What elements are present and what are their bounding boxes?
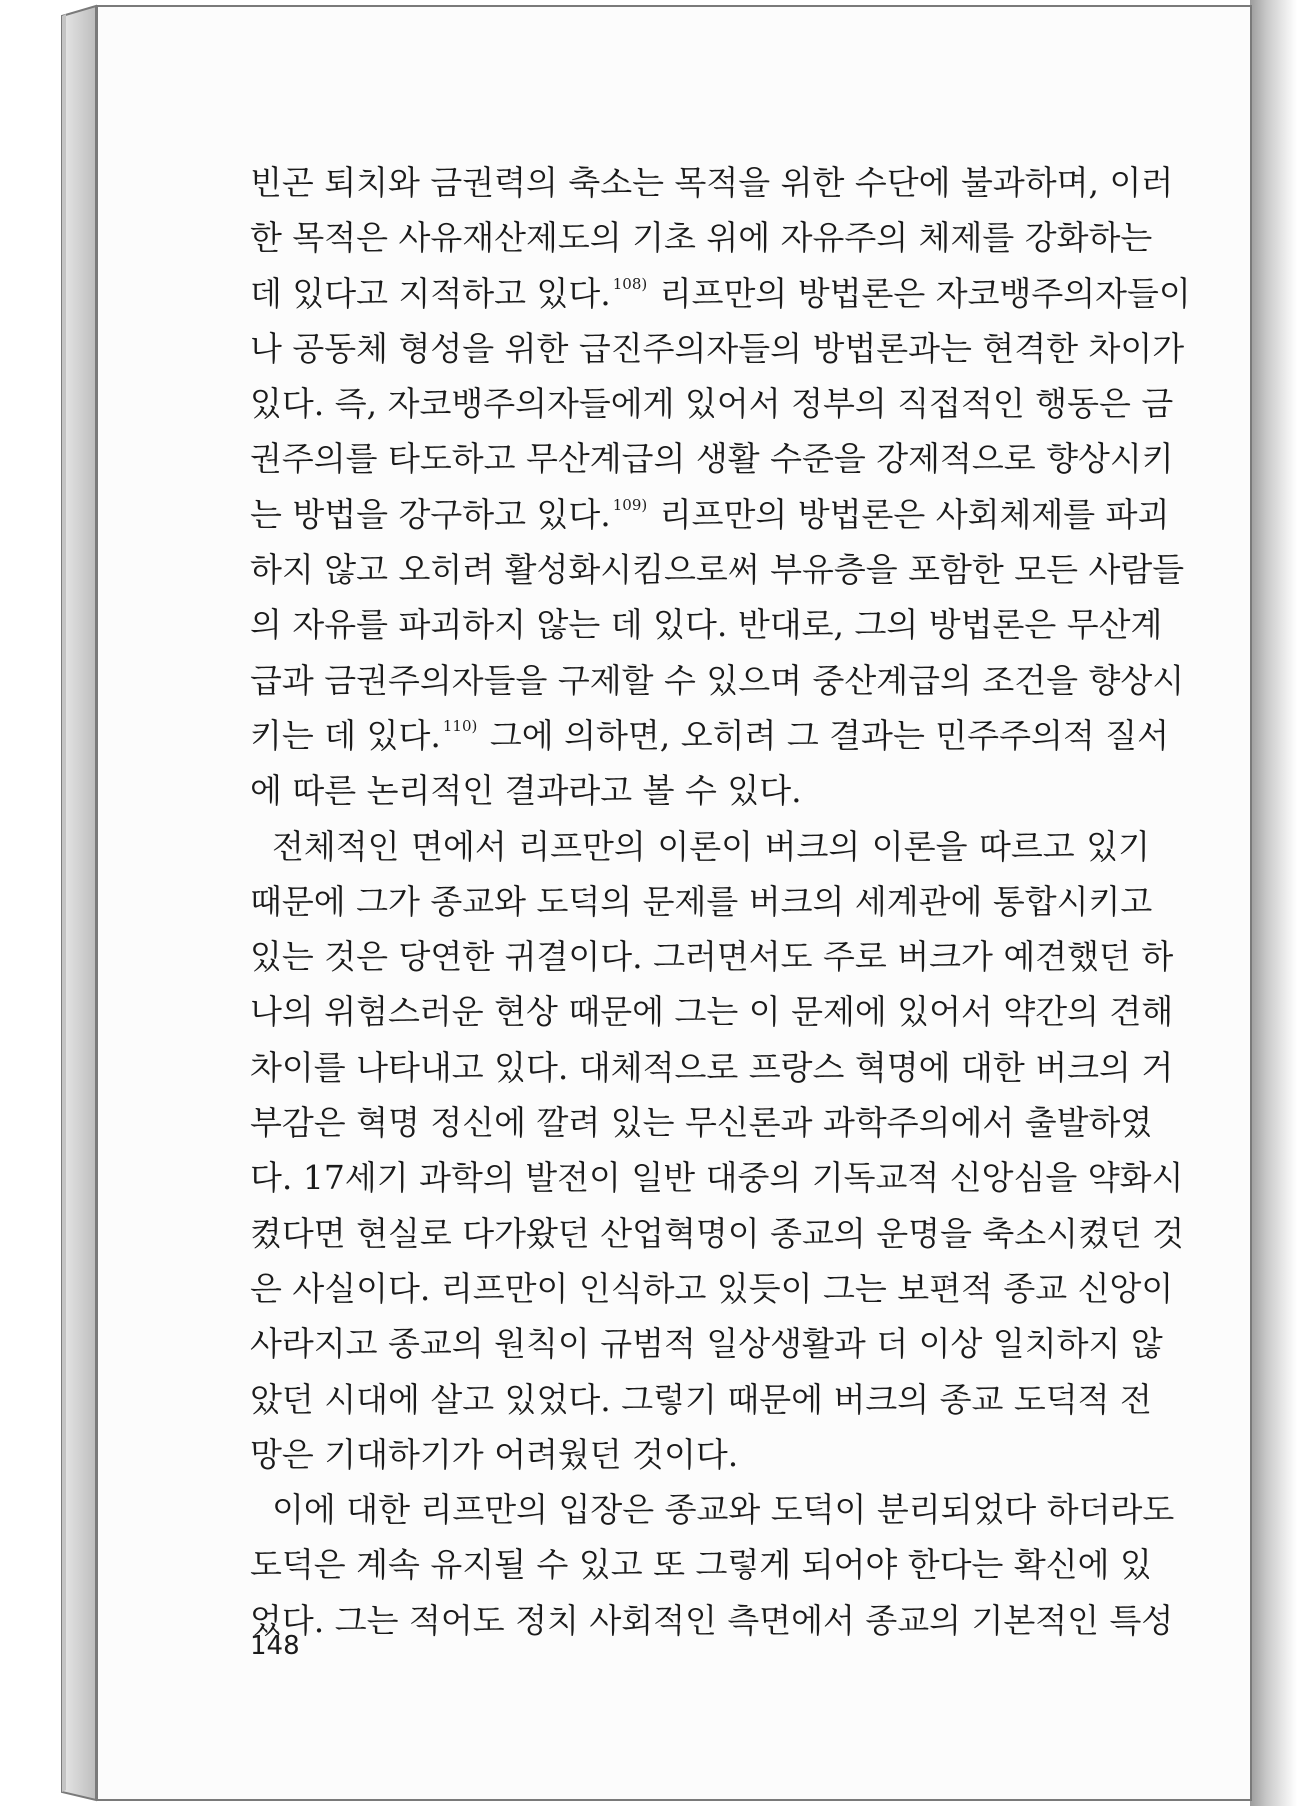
text-line: 에 따른 논리적인 결과라고 볼 수 있다.: [250, 771, 802, 811]
text-line-segment: 리프만의 방법론은 자코뱅주의자들이: [649, 273, 1191, 313]
text-line: 다. 17세기 과학의 발전이 일반 대중의 기독교적 신앙심을 약화시: [250, 1158, 1184, 1198]
page-shadow-right: [1250, 0, 1297, 1806]
text-line: 때문에 그가 종교와 도덕의 문제를 버크의 세계관에 통합시키고: [250, 881, 1153, 921]
text-line: 은 사실이다. 리프만이 인식하고 있듯이 그는 보편적 종교 신앙이: [250, 1268, 1174, 1308]
text-line-segment: 그에 의하면, 오히려 그 결과는 민주주의적 질서: [479, 715, 1169, 755]
text-line: 한 목적은 사유재산제도의 기초 위에 자유주의 체제를 강화하는: [250, 218, 1153, 258]
text-line: 급과 금권주의자들을 구제할 수 있으며 중산계급의 조건을 향상시: [250, 660, 1185, 700]
text-line: 나의 위험스러운 현상 때문에 그는 이 문제에 있어서 약간의 견해: [250, 992, 1174, 1032]
text-line: 도덕은 계속 유지될 수 있고 또 그렇게 되어야 한다는 확신에 있: [250, 1545, 1152, 1585]
text-line: 권주의를 타도하고 무산계급의 생활 수준을 강제적으로 향상시키: [250, 439, 1174, 479]
footnote-marker: 109): [612, 495, 648, 514]
text-line: 있는 것은 당연한 귀결이다. 그러면서도 주로 버크가 예견했던 하: [250, 937, 1174, 977]
body-text: [250, 155, 1191, 1648]
text-line: 았던 시대에 살고 있었다. 그렇기 때문에 버크의 종교 도덕적 전: [250, 1379, 1152, 1419]
text-line: 었다. 그는 적어도 정치 사회적인 측면에서 종교의 기본적인 특성: [250, 1600, 1174, 1640]
text-line: [250, 708, 1169, 763]
text-line: 사라지고 종교의 원칙이 규범적 일상생활과 더 이상 일치하지 않: [250, 1324, 1163, 1364]
text-line: 빈곤 퇴치와 금권력의 축소는 목적을 위한 수단에 불과하며, 이러: [250, 163, 1174, 202]
text-line: [250, 487, 1170, 542]
page-number: 148: [250, 1631, 300, 1661]
book-spine-edge: [0, 0, 98, 1806]
text-line: 켰다면 현실로 다가왔던 산업혁명이 종교의 운명을 축소시켰던 것: [250, 1213, 1185, 1253]
text-line: 전체적인 면에서 리프만의 이론이 버크의 이론을 따르고 있기: [272, 826, 1150, 866]
text-line: 이에 대한 리프만의 입장은 종교와 도덕이 분리되었다 하더라도: [272, 1490, 1175, 1530]
text-line: [250, 266, 1191, 321]
text-line: 부감은 혁명 정신에 깔려 있는 무신론과 과학주의에서 출발하였: [250, 1103, 1153, 1143]
text-line: 있다. 즉, 자코뱅주의자들에게 있어서 정부의 직접적인 행동은 금: [250, 384, 1174, 424]
footnote-marker: 108): [612, 274, 648, 293]
text-line-segment: 리프만의 방법론은 사회체제를 파괴: [649, 494, 1170, 534]
text-line: 망은 기대하기가 어려웠던 것이다.: [250, 1434, 739, 1474]
text-line-segment: 는 방법을 강구하고 있다.: [250, 494, 611, 534]
book-page: [96, 5, 1252, 1801]
text-line-segment: 키는 데 있다.: [250, 715, 441, 755]
text-line: 하지 않고 오히려 활성화시킴으로써 부유층을 포함한 모든 사람들: [250, 550, 1185, 590]
text-line: 차이를 나타내고 있다. 대체적으로 프랑스 혁명에 대한 버크의 거: [250, 1047, 1174, 1087]
text-line-segment: 데 있다고 지적하고 있다.: [250, 273, 611, 313]
text-line: 나 공동체 형성을 위한 급진주의자들의 방법론과는 현격한 차이가: [250, 328, 1185, 368]
footnote-marker: 110): [442, 716, 478, 735]
text-line: 의 자유를 파괴하지 않는 데 있다. 반대로, 그의 방법론은 무산계: [250, 605, 1163, 645]
